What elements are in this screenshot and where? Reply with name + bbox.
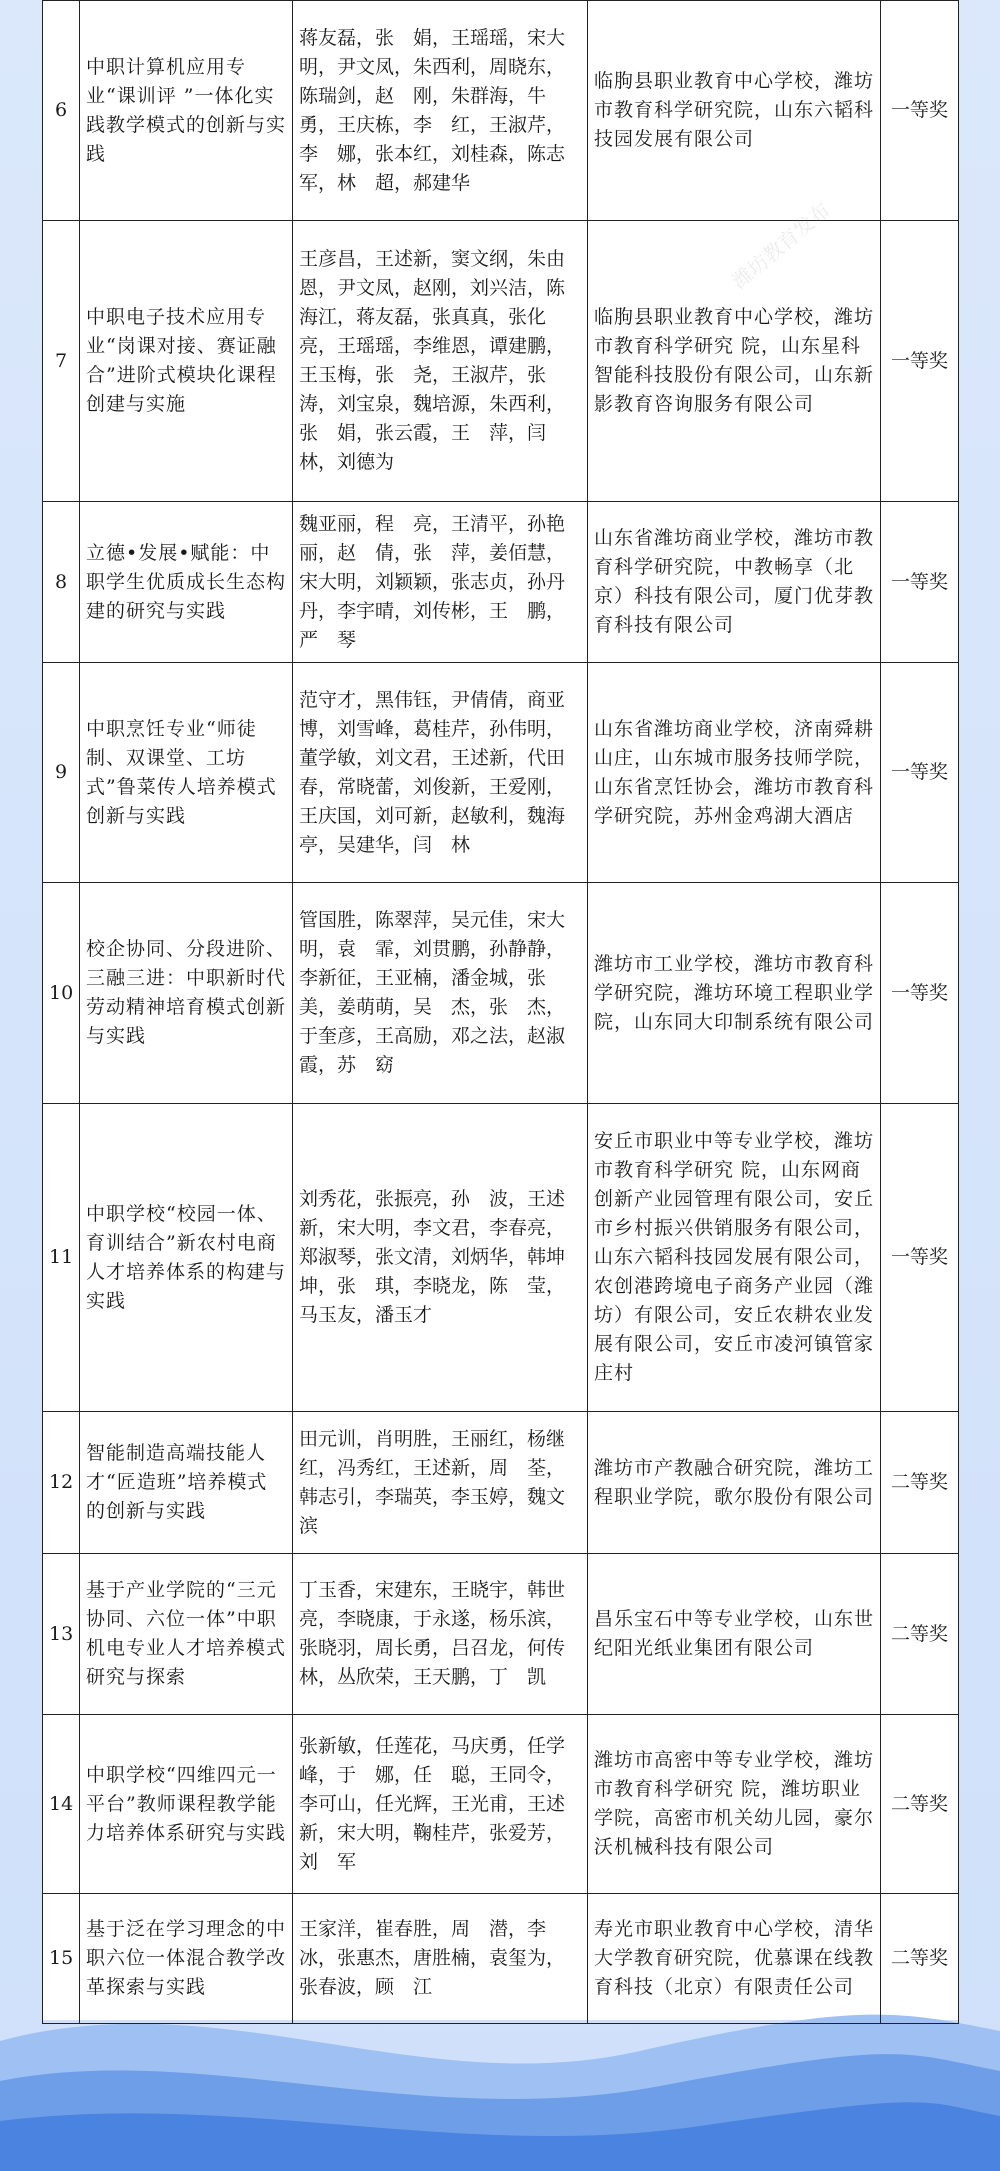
member-list: 王彦昌，王述新，窦文纲，朱由恩，尹文凤，赵刚，刘兴洁，陈海江，蒋友磊，张真真，张化亮，王瑶瑶，李维恩，谭建鹏，王玉梅，张 尧，王淑芹，张 涛，刘宝泉，魏培源，朱西利，张 娟，张云霞，王 萍，闫 林，刘德为 bbox=[293, 221, 588, 502]
row-number: 10 bbox=[43, 883, 80, 1104]
table-row bbox=[43, 1104, 959, 1412]
unit-list: 山东省潍坊商业学校，济南舜耕山庄，山东城市服务技师学院，山东省烹饪协会，潍坊市教育科学研究院，苏州金鸡湖大酒店 bbox=[588, 663, 881, 883]
table-row bbox=[43, 1412, 959, 1554]
award-level: 一等奖 bbox=[881, 663, 959, 883]
award-level: 二等奖 bbox=[881, 1412, 959, 1554]
award-level: 一等奖 bbox=[881, 1, 959, 221]
table-row bbox=[43, 1715, 959, 1894]
member-list: 田元训，肖明胜，王丽红，杨继红，冯秀红，王述新，周 荃，韩志引，李瑞英，李玉婷，魏文滨 bbox=[293, 1412, 588, 1554]
member-list: 丁玉香，宋建东，王晓宇，韩世亮，李晓康，于永遂，杨乐滨，张晓羽，周长勇，吕召龙，何传林，丛欣荣，王天鹏，丁 凯 bbox=[293, 1554, 588, 1715]
awards-table bbox=[42, 0, 959, 2024]
project-title: 立德•发展•赋能：中职学生优质成长生态构建的研究与实践 bbox=[80, 502, 293, 663]
row-number: 11 bbox=[43, 1104, 80, 1412]
project-title: 中职烹饪专业“师徒制、双课堂、工坊式”鲁菜传人培养模式创新与实践 bbox=[80, 663, 293, 883]
row-number: 15 bbox=[43, 1894, 80, 2024]
unit-list: 潍坊市高密中等专业学校，潍坊市教育科学研究 院，潍坊职业学院，高密市机关幼儿园，豪尔沃机械科技有限公司 bbox=[588, 1715, 881, 1894]
award-level: 二等奖 bbox=[881, 1715, 959, 1894]
unit-list: 潍坊市产教融合研究院，潍坊工程职业学院，歌尔股份有限公司 bbox=[588, 1412, 881, 1554]
row-number: 14 bbox=[43, 1715, 80, 1894]
member-list: 魏亚丽，程 亮，王清平，孙艳丽，赵 倩，张 萍，姜佰慧，宋大明，刘颖颖，张志贞，孙丹丹，李宇晴，刘传彬，王 鹏，严 琴 bbox=[293, 502, 588, 663]
award-level: 一等奖 bbox=[881, 502, 959, 663]
member-list: 刘秀花，张振亮，孙 波，王述新，宋大明，李文君，李春亮，郑淑琴，张文清，刘炳华，韩坤坤，张 琪，李晓龙，陈 莹，马玉友，潘玉才 bbox=[293, 1104, 588, 1412]
project-title: 中职学校“四维四元一平台”教师课程教学能力培养体系研究与实践 bbox=[80, 1715, 293, 1894]
table-row bbox=[43, 221, 959, 502]
unit-list: 临朐县职业教育中心学校，潍坊市教育科学研究 院，山东星科智能科技股份有限公司，山东新影教育咨询服务有限公司 bbox=[588, 221, 881, 502]
member-list: 范守才，黑伟钰，尹倩倩，商亚博，刘雪峰，葛桂芹，孙伟明，董学敏，刘文君，王述新，代田春，常晓蕾，刘俊新，王爱刚，王庆国，刘可新，赵敏利，魏海亭，吴建华，闫 林 bbox=[293, 663, 588, 883]
row-number: 13 bbox=[43, 1554, 80, 1715]
project-title: 基于产业学院的“三元协同、六位一体”中职机电专业人才培养模式研究与探索 bbox=[80, 1554, 293, 1715]
award-level: 一等奖 bbox=[881, 1104, 959, 1412]
project-title: 中职电子技术应用专业“岗课对接、赛证融合”进阶式模块化课程创建与实施 bbox=[80, 221, 293, 502]
table-row bbox=[43, 1554, 959, 1715]
unit-list: 临朐县职业教育中心学校，潍坊市教育科学研究院，山东六韬科技园发展有限公司 bbox=[588, 1, 881, 221]
project-title: 中职计算机应用专业“课训评 ”一体化实践教学模式的创新与实践 bbox=[80, 1, 293, 221]
member-list: 管国胜，陈翠萍，吴元佳，宋大明，袁 霏，刘贯鹏，孙静静，李新征，王亚楠，潘金城，张 美，姜萌萌，吴 杰，张 杰，于奎彦，王高励，邓之法，赵淑霞，苏 窈 bbox=[293, 883, 588, 1104]
unit-list: 昌乐宝石中等专业学校，山东世纪阳光纸业集团有限公司 bbox=[588, 1554, 881, 1715]
project-title: 基于泛在学习理念的中职六位一体混合教学改革探索与实践 bbox=[80, 1894, 293, 2024]
award-level: 二等奖 bbox=[881, 1554, 959, 1715]
table-row bbox=[43, 502, 959, 663]
award-level: 一等奖 bbox=[881, 221, 959, 502]
project-title: 中职学校“校园一体、育训结合”新农村电商人才培养体系的构建与实践 bbox=[80, 1104, 293, 1412]
award-level: 一等奖 bbox=[881, 883, 959, 1104]
row-number: 9 bbox=[43, 663, 80, 883]
row-number: 7 bbox=[43, 221, 80, 502]
table-row bbox=[43, 1894, 959, 2024]
project-title: 校企协同、分段进阶、三融三进：中职新时代劳动精神培育模式创新与实践 bbox=[80, 883, 293, 1104]
table-row bbox=[43, 883, 959, 1104]
unit-list: 安丘市职业中等专业学校，潍坊市教育科学研究 院，山东网商创新产业园管理有限公司，安丘市乡村振兴供销服务有限公司，山东六韬科技园发展有限公司，农创港跨境电子商务产业园（潍坊）有限公司，安丘农耕农业发展有限公司，安丘市凌河镇管家庄村 bbox=[588, 1104, 881, 1412]
project-title: 智能制造高端技能人才“匠造班”培养模式的创新与实践 bbox=[80, 1412, 293, 1554]
table-row bbox=[43, 1, 959, 221]
row-number: 8 bbox=[43, 502, 80, 663]
award-level: 二等奖 bbox=[881, 1894, 959, 2024]
member-list: 张新敏，任莲花，马庆勇，任学峰，于 娜，任 聪，王同令，李可山，任光辉，王光甫，王述新，宋大明，鞠桂芹，张爱芳，刘 军 bbox=[293, 1715, 588, 1894]
row-number: 6 bbox=[43, 1, 80, 221]
unit-list: 寿光市职业教育中心学校，清华大学教育研究院，优慕课在线教育科技（北京）有限责任公司 bbox=[588, 1894, 881, 2024]
unit-list: 山东省潍坊商业学校，潍坊市教育科学研究院，中教畅享（北京）科技有限公司，厦门优芽教育科技有限公司 bbox=[588, 502, 881, 663]
table-row bbox=[43, 663, 959, 883]
row-number: 12 bbox=[43, 1412, 80, 1554]
member-list: 蒋友磊，张 娟，王瑶瑶，宋大明，尹文凤，朱西利，周晓东，陈瑞剑，赵 刚，朱群海，牛 勇，王庆栋，李 红，王淑芹，李 娜，张本红，刘桂森，陈志军，林 超，郝建华 bbox=[293, 1, 588, 221]
unit-list: 潍坊市工业学校，潍坊市教育科学研究院，潍坊环境工程职业学院，山东同大印制系统有限公司 bbox=[588, 883, 881, 1104]
member-list: 王家洋，崔春胜，周 潜，李 冰，张惠杰，唐胜楠，袁玺为，张春波，顾 江 bbox=[293, 1894, 588, 2024]
